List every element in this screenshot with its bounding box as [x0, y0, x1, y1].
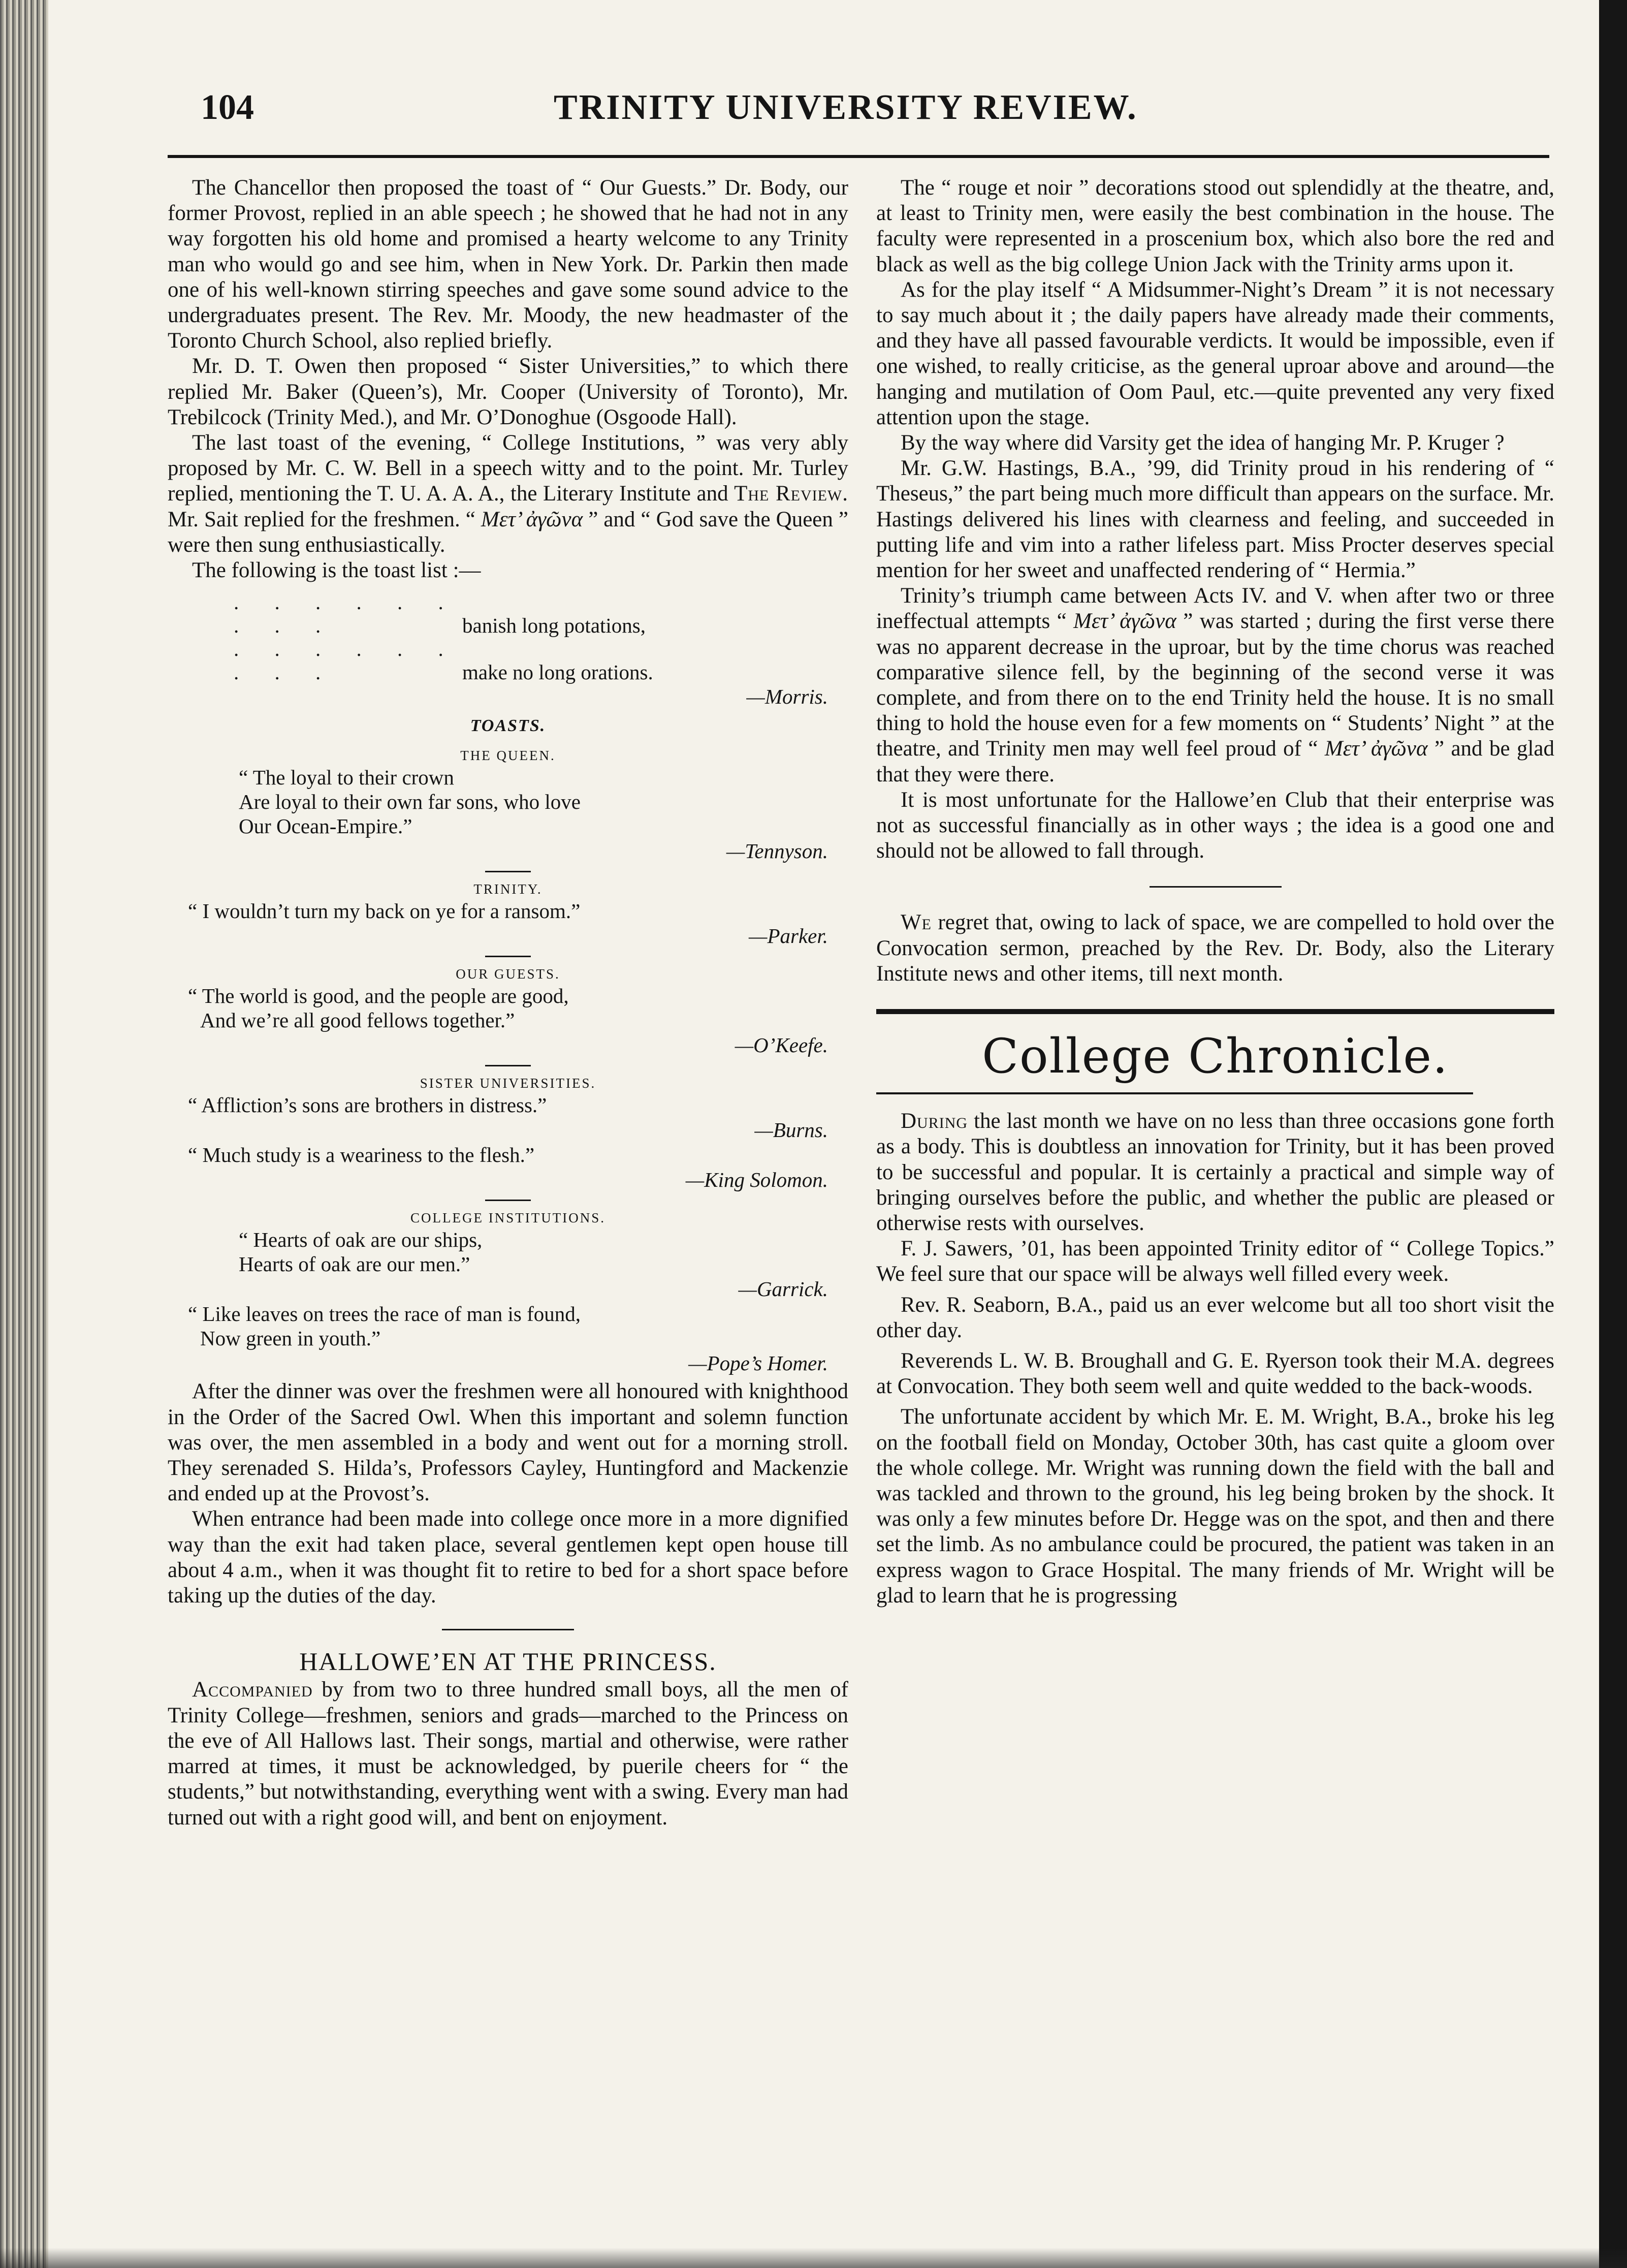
quote-line: Hearts of oak are our men.” — [239, 1252, 470, 1276]
lead-word: We — [901, 910, 932, 935]
greek-song-title: Μετ’ ἀγῶνα — [1324, 737, 1428, 761]
paragraph: The Chancellor then proposed the toast of “ Our Guests.” Dr. Body, our former Provost, replied in an able speech ; he showed that he had not in any way forgotten his old home and promised a hearty welcome to any Trinity man who would go and see him, when in New York. Dr. Parkin then made one of his well-known stirring speeches and gave some sound advice to the undergraduates present. The Rev. Mr. Moody, the new headmaster of the Toronto Church School, also replied briefly. — [168, 176, 848, 353]
right-column — [876, 175, 1554, 1609]
divider — [485, 956, 531, 957]
review-name: The Review. — [734, 482, 848, 506]
toast-heading: THE QUEEN. — [460, 748, 556, 764]
greek-song-title: Μετ’ ἀγῶνα — [1073, 609, 1176, 634]
text-run: Trinity’s triumph came between Acts IV. and V. when after two or three ineffectual attempts “ — [876, 584, 1554, 634]
attribution: —Burns. — [754, 1118, 828, 1142]
quote-line: “ I wouldn’t turn my back on ye for a ransom.” — [188, 899, 581, 923]
attribution: —O’Keefe. — [735, 1033, 828, 1057]
paragraph: The unfortunate accident by which Mr. E. M. Wright, B.A., broke his leg on the football field on Monday, October 30th, has cast quite a gloom over the whole college. Mr. Wright was running down the field with the ball and was tackled and thrown to the ground, his leg being broken by the shock. It was only a few minutes before Dr. Hegge was on the spot, and then and there set the limb. As no ambulance could be procured, the patient was taken in an express wagon to Grace Hospital. The many friends of Mr. Wright will be glad to learn that he is progressing — [876, 1405, 1554, 1608]
scan-border-bottom — [0, 2248, 1627, 2268]
quote-line: Our Ocean-Empire.” — [239, 814, 412, 838]
quote-line: Are loyal to their own far sons, who love — [239, 790, 581, 814]
chronicle-bottom-rule — [876, 1092, 1473, 1094]
quote-line: “ The loyal to their crown — [239, 766, 454, 790]
scan-border-right — [1599, 0, 1627, 2268]
running-title: TRINITY UNIVERSITY REVIEW. — [554, 88, 1138, 127]
attribution: —Morris. — [746, 685, 828, 709]
paragraph: After the dinner was over the freshmen were all honoured with knighthood in the Order of the Sacred Owl. When this important and solemn function was over, the men assembled in a body and went out for a morning stroll. They serenaded S. Hilda’s, Professors Cayley, Huntingford and Mackenzie and ended up at the Provost’s. — [168, 1379, 848, 1506]
paragraph: As for the play itself “ A Midsummer-Night’s Dream ” it is not necessary to say much about it ; the daily papers have already made their comments, and they have all passed favourable verdicts. It would be impossible, even if one wished, to really criticise, as the general uproar above and around—the hanging and mutilation of Oom Paul, etc.—quite prevented any very fixed attention upon the stage. — [876, 277, 1554, 429]
chronicle-title: College Chronicle. — [982, 1029, 1449, 1085]
toast-quote — [168, 1302, 848, 1350]
toasts-heading: TOASTS. — [470, 716, 546, 736]
attribution: —Garrick. — [738, 1277, 828, 1301]
divider — [485, 1200, 531, 1201]
attribution: —Tennyson. — [726, 839, 828, 863]
binding-edge — [0, 0, 48, 2268]
text-run: ” and “ God save the Queen ” were then sung enthusiastically. — [168, 507, 848, 557]
toast-quote — [168, 1143, 848, 1167]
paragraph: Mr. G.W. Hastings, B.A., ’99, did Trinity proud in his rendering of “ Theseus,” the part being much more difficult than appears on the surface. Mr. Hastings delivered his lines with clearness and feeling, and succeeded in putting life and vim into a rather lifeless part. Miss Procter deserves special mention for her sweet and unaffected rendering of “ Hermia.” — [876, 456, 1554, 583]
lead-word: Accompanied — [192, 1678, 313, 1702]
text-run: by from two to three hundred small boys, all the men of Trinity College—freshmen, seniors and grads—marched to the Princess on the eve of All Hallows last. Their songs, martial and otherwise, were rather marred at times, it must be acknowledged, by puerile cheers for “ the students,” but notwithstanding, everything went with a swing. Every man had turned out with a right good will, and bent on enjoyment. — [168, 1678, 848, 1830]
paragraph: The “ rouge et noir ” decorations stood out splendidly at the theatre, and, at least to Trinity men, were easily the best combination in the house. The faculty were represented in a proscenium box, which also bore the red and black as well as the big college Union Jack with the Trinity arms upon it. — [876, 176, 1554, 276]
text-run: ” and be glad that they were there. — [876, 737, 1554, 786]
toast-heading: COLLEGE INSTITUTIONS. — [410, 1210, 605, 1226]
paragraph: When entrance had been made into college once more in a more dignified way than the exit had taken place, several gentlemen kept open house till about 4 a.m., when it was thought fit to retire to bed for a short space before taking up the duties of the day. — [168, 1507, 848, 1608]
paragraph: By the way where did Varsity get the idea of hanging Mr. P. Kruger ? — [901, 431, 1505, 455]
attribution: —Pope’s Homer. — [688, 1351, 828, 1375]
toast-heading: TRINITY. — [473, 881, 543, 897]
paragraph — [168, 430, 848, 558]
paragraph: Rev. R. Seaborn, B.A., paid us an ever welcome but all too short visit the other day. — [876, 1293, 1554, 1342]
ellipsis-dots: . . . . . . . . . — [234, 590, 459, 638]
text-run: The last toast of the evening, “ College Institutions, ” was very ably proposed by Mr. C. W. Bell in a speech witty and to the point. Mr. Turley replied, mentioning the T. U. A. A. A., the Literary Institute and — [168, 431, 848, 506]
epigraph-line: banish long potations, — [462, 614, 646, 638]
paragraph — [876, 583, 1554, 788]
paragraph: It is most unfortunate for the Hallowe’en Club that their enterprise was not as successful financially as in other ways ; the idea is a good one and should not be allowed to fall through. — [876, 788, 1554, 863]
epigraph-line: make no long orations. — [462, 660, 653, 684]
chronicle-top-rule — [876, 1009, 1554, 1014]
paragraph: Reverends L. W. B. Broughall and G. E. Ryerson took their M.A. degrees at Convocation. They both seem well and quite wedded to the back-woods. — [876, 1348, 1554, 1399]
text-run: regret that, owing to lack of space, we are compelled to hold over the Convocation sermon, preached by the Rev. Dr. Body, also the Literary Institute news and other items, till next month. — [876, 910, 1554, 986]
ellipsis-dots: . . . . . . . . . — [234, 637, 459, 684]
paragraph: The following is the toast list :— — [192, 558, 481, 583]
divider — [485, 871, 531, 872]
toast-heading: OUR GUESTS. — [456, 966, 560, 982]
text-run: Mr. Sait replied for the freshmen. “ — [168, 507, 481, 531]
toast-quote — [168, 1227, 848, 1276]
quote-line: “ The world is good, and the people are good, — [188, 984, 569, 1008]
page-number: 104 — [201, 88, 254, 127]
text-run: the last month we have on no less than three occasions gone forth as a body. This is doubtless an innovation for Trinity, but it has been proved to be successful and popular. It is certainly a practical and simple way of bringing ourselves before the public, and whether the public are pleased or otherwise rests with ourselves. — [876, 1109, 1554, 1235]
quote-line: “ Hearts of oak are our ships, — [239, 1228, 483, 1252]
toast-quote — [168, 984, 848, 1032]
quote-line: “ Like leaves on trees the race of man is found, — [188, 1302, 581, 1326]
epigraph — [168, 590, 848, 684]
attribution: —King Solomon. — [685, 1168, 828, 1192]
paragraph — [168, 1677, 848, 1830]
lead-word: During — [901, 1109, 968, 1133]
toast-heading: SISTER UNIVERSITIES. — [420, 1076, 596, 1091]
quote-line: And we’re all good fellows together.” — [200, 1009, 515, 1032]
attribution: —Parker. — [748, 924, 828, 948]
paragraph — [876, 910, 1554, 987]
toast-quote — [168, 765, 848, 838]
quote-line: “ Affliction’s sons are brothers in distress.” — [188, 1093, 547, 1117]
section-divider — [442, 1629, 574, 1630]
paragraph: F. J. Sawers, ’01, has been appointed Trinity editor of “ College Topics.” We feel sure that our space will be always well filled every week. — [876, 1237, 1554, 1286]
quote-line: Now green in youth.” — [200, 1327, 381, 1350]
section-title: HALLOWE’EN AT THE PRINCESS. — [299, 1647, 717, 1676]
greek-song-title: Μετ’ ἀγῶνα — [481, 507, 583, 531]
paragraph — [876, 1109, 1554, 1236]
quote-line: “ Much study is a weariness to the flesh.” — [188, 1143, 535, 1167]
header-rule — [168, 155, 1549, 158]
toast-quote — [168, 899, 848, 923]
paragraph: Mr. D. T. Owen then proposed “ Sister Universities,” to which there replied Mr. Baker (Queen’s), Mr. Cooper (University of Toronto), Mr. Trebilcock (Trinity Med.), and Mr. O’Donoghue (Osgoode Hall). — [168, 354, 848, 429]
section-divider — [1150, 886, 1282, 888]
text-run: ” was started ; during the first verse there was no apparent decrease in the uproar, but by the time chorus was reached comparative silence fell, by the beginning of the second verse it was complete, and from there on to the end Trinity held the house. It is no small thing to hold the house even for a few moments on “ Students’ Night ” at the theatre, and Trinity men may well feel proud of “ — [876, 609, 1555, 761]
toast-quote — [168, 1093, 848, 1117]
left-column — [168, 175, 848, 1831]
divider — [485, 1065, 531, 1066]
